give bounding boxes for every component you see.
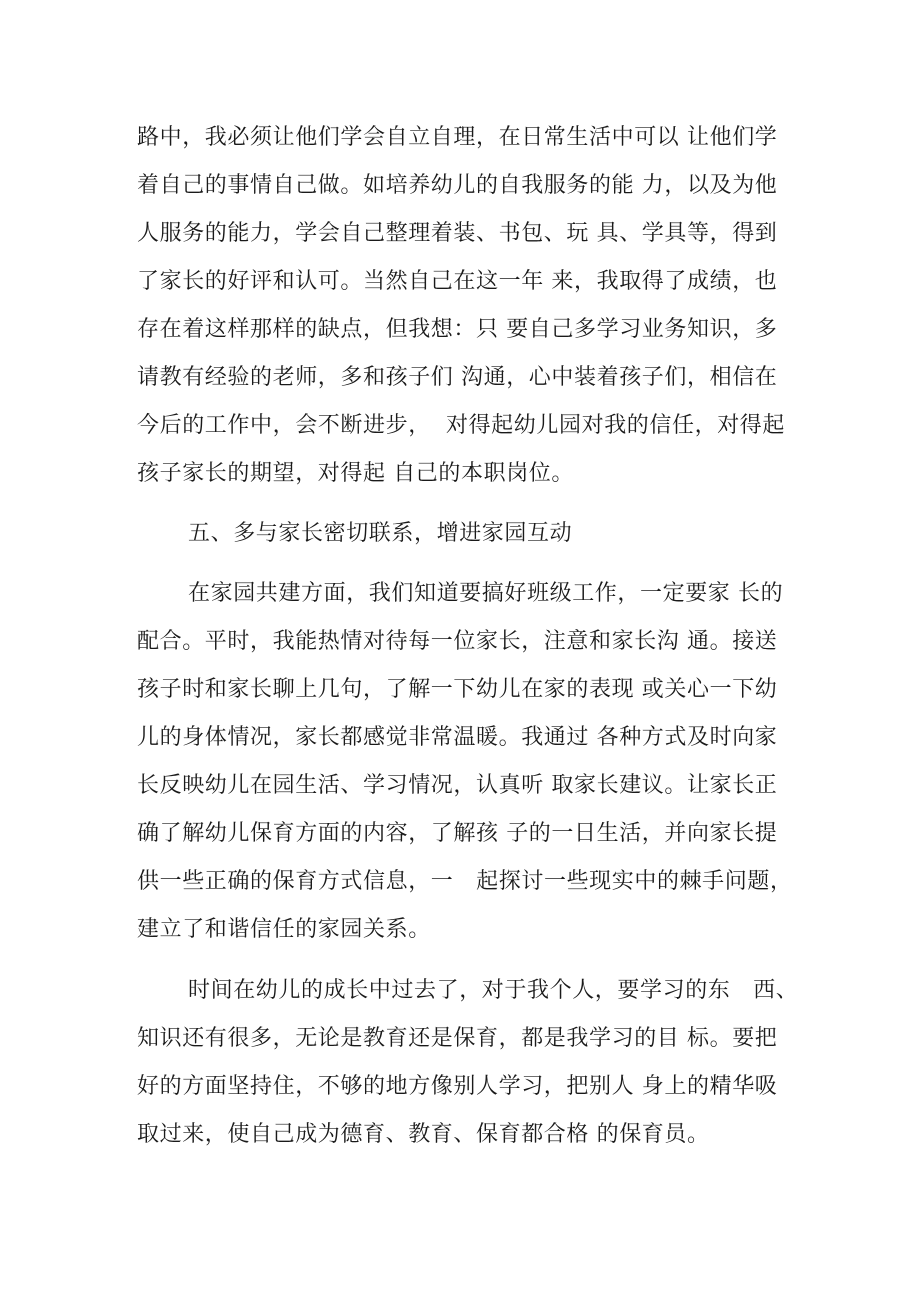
text-line: 孩子家长的期望，对得起 自己的本职岗位。 — [137, 461, 574, 486]
text-line: 长反映幼儿在园生活、学习情况，认真听 取家长建议。让家长正 — [137, 773, 778, 798]
text-line: 取过来，使自己成为德育、教育、保育都合格 的保育员。 — [137, 1122, 710, 1147]
text-line: 今后的工作中，会不断进步， 对得起幼儿园对我的信任，对得起 — [137, 413, 785, 438]
text-line: 存在着这样那样的缺点，但我想：只 要自己多学习业务知识，多 — [137, 317, 778, 342]
text-line: 配合。平时，我能热情对待每一位家长，注意和家长沟 通。接送 — [137, 629, 778, 654]
text-line: 确了解幼儿保育方面的内容，了解孩 子的一日生活，并向家长提 — [137, 821, 778, 846]
text-line: 人服务的能力，学会自己整理着装、书包、玩 具、学具等，得到 — [137, 221, 778, 246]
text-line: 了家长的好评和认可。当然自己在这一年 来，我取得了成绩，也 — [137, 269, 778, 294]
text-line: 供一些正确的保育方式信息，一 起探讨一些现实中的棘手问题， — [137, 869, 793, 894]
text-line: 路中，我必须让他们学会自立自理，在日常生活中可以 让他们学 — [137, 125, 778, 150]
text-line: 在家园共建方面，我们知道要搞好班级工作，一定要家 长的 — [188, 581, 784, 606]
text-line: 着自己的事情自己做。如培养幼儿的自我服务的能 力，以及为他 — [137, 173, 778, 198]
section-heading: 五、多与家长密切联系，增进家园互动 — [188, 521, 573, 546]
text-line: 好的方面坚持住，不够的地方像别人学习，把别人 身上的精华吸 — [137, 1074, 778, 1099]
text-line: 时间在幼儿的成长中过去了，对于我个人，要学习的东 西、 — [188, 978, 799, 1003]
text-line: 请教有经验的老师，多和孩子们 沟通，心中装着孩子们，相信在 — [137, 365, 778, 390]
text-line: 知识还有很多，无论是教育还是保育，都是我学习的目 标。要把 — [137, 1026, 778, 1051]
text-line: 建立了和谐信任的家园关系。 — [137, 917, 431, 942]
text-line: 孩子时和家长聊上几句，了解一下幼儿在家的表现 或关心一下幼 — [137, 677, 778, 702]
text-line: 儿的身体情况，家长都感觉非常温暖。我通过 各种方式及时向家 — [137, 725, 778, 750]
